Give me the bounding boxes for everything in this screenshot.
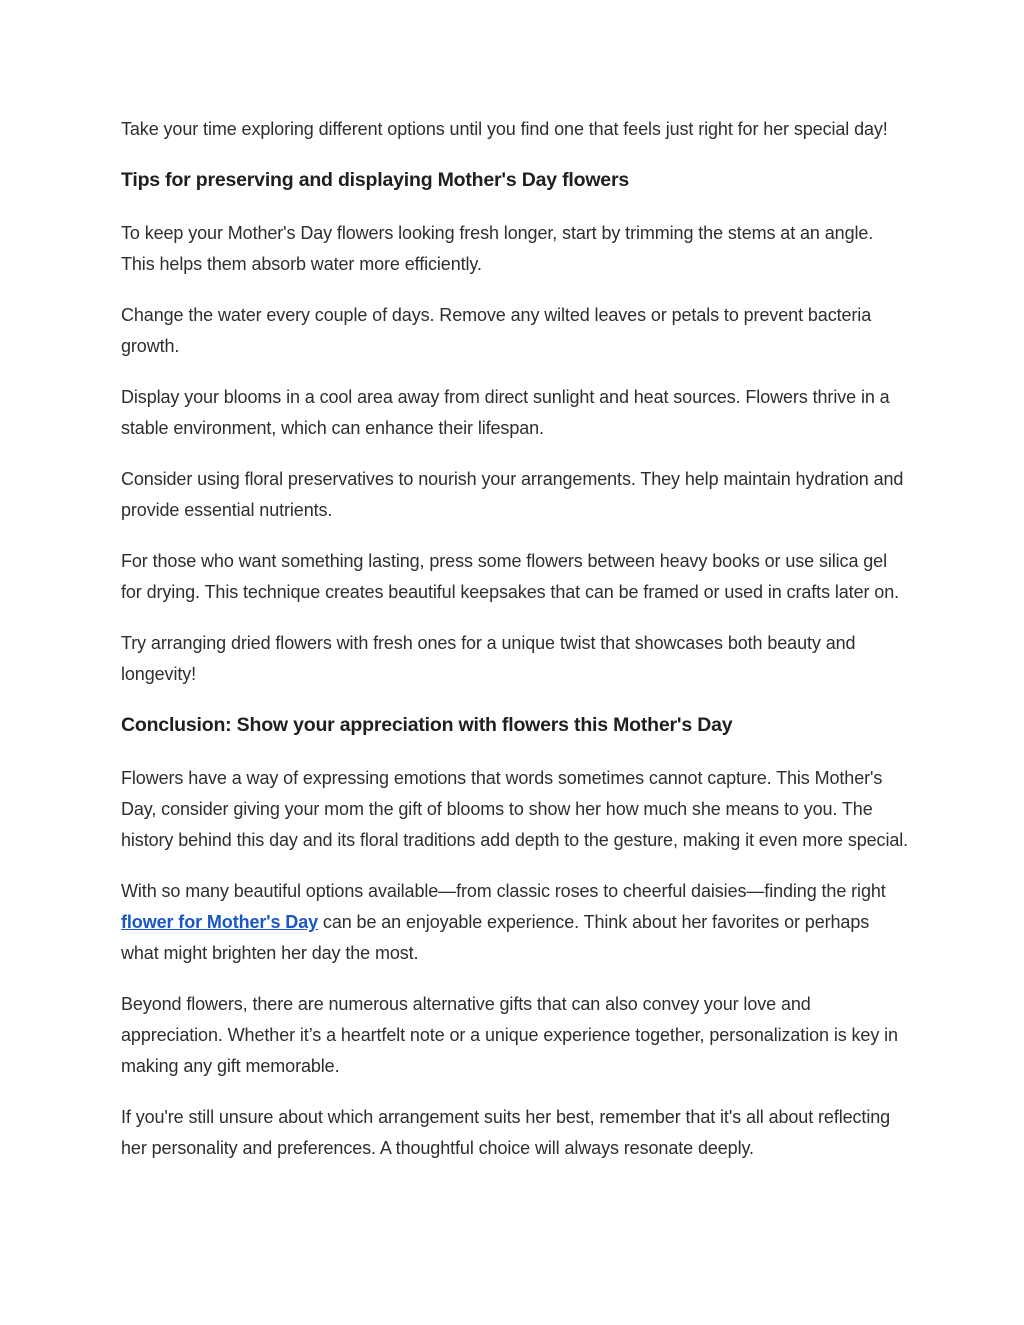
tips-paragraph-dried-fresh: Try arranging dried flowers with fresh ones for a unique twist that showcases both beauty and longevity! <box>121 633 856 684</box>
conclusion-paragraph-options <box>121 876 911 969</box>
document-page <box>121 114 911 1184</box>
tips-heading: Tips for preserving and displaying Mother's Day flowers <box>121 169 629 191</box>
conclusion-heading: Conclusion: Show your appreciation with flowers this Mother's Day <box>121 714 733 736</box>
flower-for-mothers-day-link[interactable]: flower for Mother's Day <box>121 912 319 932</box>
tips-paragraph-change-water: Change the water every couple of days. Remove any wilted leaves or petals to prevent bacteria growth. <box>121 305 872 356</box>
tips-paragraph-display: Display your blooms in a cool area away from direct sunlight and heat sources. Flowers thrive in a stable environment, which can enhance their lifespan. <box>121 387 890 438</box>
intro-paragraph: Take your time exploring different options until you find one that feels just right for her special day! <box>121 119 888 139</box>
conclusion-paragraph-unsure: If you're still unsure about which arrangement suits her best, remember that it's all about reflecting her personality and preferences. A thoughtful choice will always resonate deeply. <box>121 1107 891 1158</box>
tips-paragraph-pressing: For those who want something lasting, press some flowers between heavy books or use silica gel for drying. This technique creates beautiful keepsakes that can be framed or used in crafts later on. <box>121 551 900 602</box>
tips-paragraph-preservatives: Consider using floral preservatives to nourish your arrangements. They help maintain hydration and provide essential nutrients. <box>121 469 904 520</box>
conclusion-paragraph-alternatives: Beyond flowers, there are numerous alternative gifts that can also convey your love and appreciation. Whether it’s a heartfelt note or a unique experience together, personalization is key in making any gift memorable. <box>121 994 898 1076</box>
conclusion-options-text-after: can be an enjoyable experience. Think about her favorites or perhaps what might brighten her day the most. <box>121 912 870 963</box>
tips-paragraph-trim-stems: To keep your Mother's Day flowers looking fresh longer, start by trimming the stems at an angle. This helps them absorb water more efficiently. <box>121 223 874 274</box>
conclusion-paragraph-emotions: Flowers have a way of expressing emotions that words sometimes cannot capture. This Mother's Day, consider giving your mom the gift of blooms to show her how much she means to you. The history behind this day and its floral traditions add depth to the gesture, making it even more special. <box>121 768 909 850</box>
conclusion-options-text-before: With so many beautiful options available—from classic roses to cheerful daisies—finding the right <box>121 881 886 901</box>
